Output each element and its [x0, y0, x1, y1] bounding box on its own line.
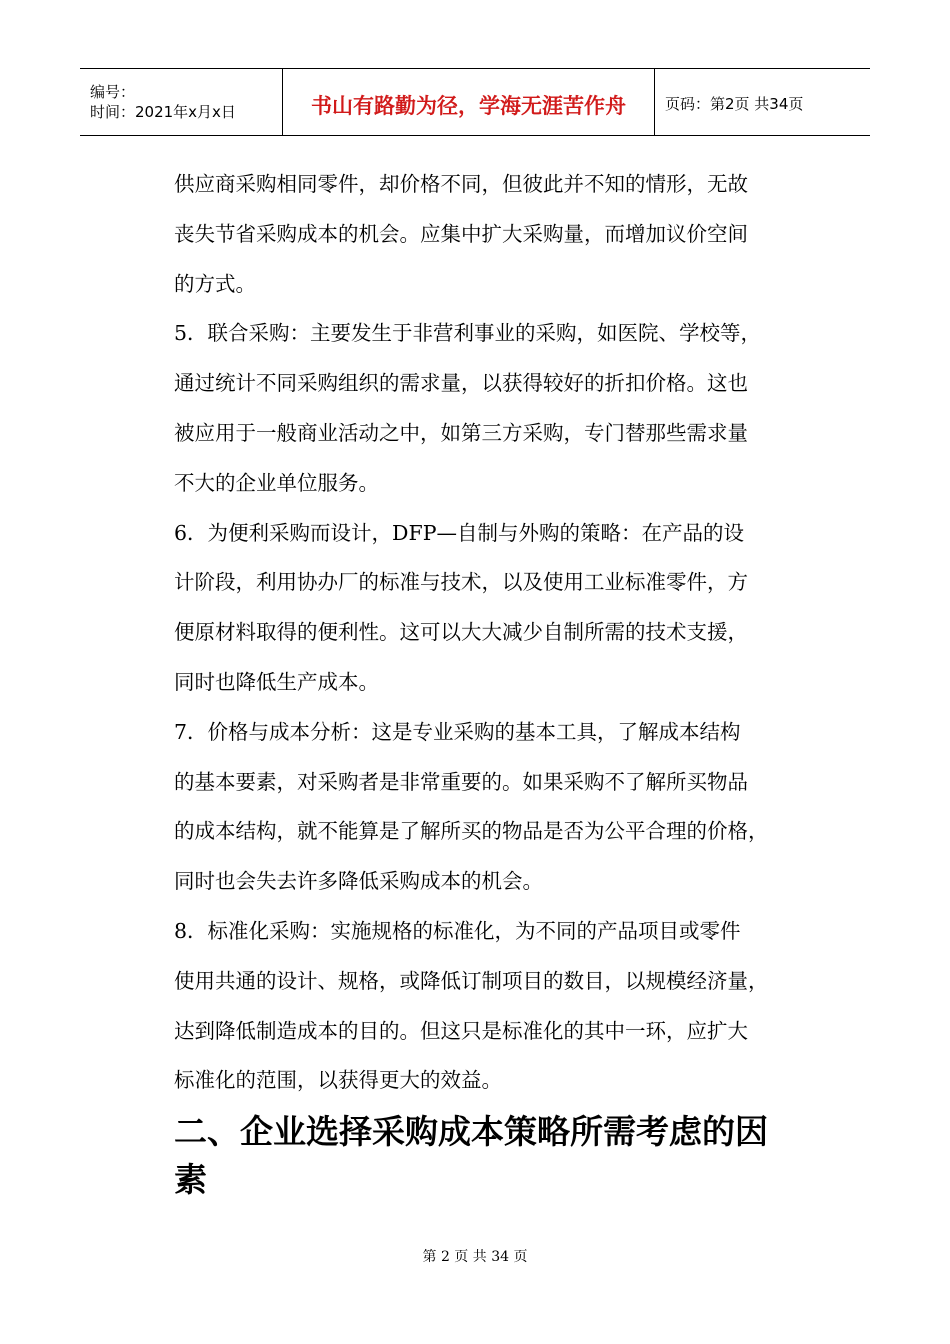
page-header: [80, 68, 870, 136]
body-line: 计阶段，利用协办厂的标准与技术，以及使用工业标准零件，方: [174, 570, 748, 595]
body-line: 5．联合采购：主要发生于非营利事业的采购，如医院、学校等，: [174, 321, 762, 346]
body-line: 的成本结构，就不能算是了解所买的物品是否为公平合理的价格，: [174, 819, 769, 844]
body-line: 供应商采购相同零件，却价格不同，但彼此并不知的情形，无故: [174, 172, 748, 196]
motto-text: 书山有路勤为径，学海无涯苦作舟: [311, 94, 626, 118]
header-meta: [80, 69, 283, 135]
page-footer: [0, 1246, 950, 1266]
section-heading-line: 二、企业选择采购成本策略所需考虑的因: [174, 1112, 768, 1151]
body-line: 达到降低制造成本的目的。但这只是标准化的其中一环，应扩大: [174, 1018, 748, 1043]
body-line: 的基本要素，对采购者是非常重要的。如果采购不了解所买物品: [174, 769, 748, 794]
body-line: 同时也会失去许多降低采购成本的机会。: [174, 869, 543, 894]
body-line: 8．标准化采购：实施规格的标准化，为不同的产品项目或零件: [174, 918, 741, 943]
header-motto: [283, 69, 655, 135]
document-number-label: 编号：: [90, 83, 136, 101]
body-line: 6．为便利采购而设计，DFP—自制与外购的策略：在产品的设: [174, 520, 744, 545]
page-info-text: 页码：第2页 共34页: [665, 94, 804, 113]
footer-page-number: 第 2 页 共 34 页: [422, 1249, 528, 1265]
body-line: 被应用于一般商业活动之中，如第三方采购，专门替那些需求量: [174, 420, 748, 445]
body-line: 的方式。: [174, 271, 256, 296]
body-line: 标准化的范围，以获得更大的效益。: [174, 1068, 502, 1093]
body-line: 通过统计不同采购组织的需求量，以获得较好的折扣价格。这也: [174, 371, 748, 396]
body-line: 7．价格与成本分析：这是专业采购的基本工具，了解成本结构: [174, 719, 741, 744]
body-line: 使用共通的设计、规格，或降低订制项目的数目，以规模经济量，: [174, 968, 769, 993]
body-line: 不大的企业单位服务。: [174, 470, 379, 495]
section-heading-line: 素: [174, 1160, 207, 1199]
body-line: 丧失节省采购成本的机会。应集中扩大采购量，而增加议价空间: [174, 221, 748, 246]
header-page-info: [655, 69, 870, 135]
section-heading: [174, 1108, 834, 1204]
body-text: [174, 160, 834, 1106]
body-line: 同时也降低生产成本。: [174, 669, 379, 694]
body-line: 便原材料取得的便利性。这可以大大减少自制所需的技术支援，: [174, 620, 748, 645]
document-date: 时间：2021年x月x日: [90, 103, 236, 121]
